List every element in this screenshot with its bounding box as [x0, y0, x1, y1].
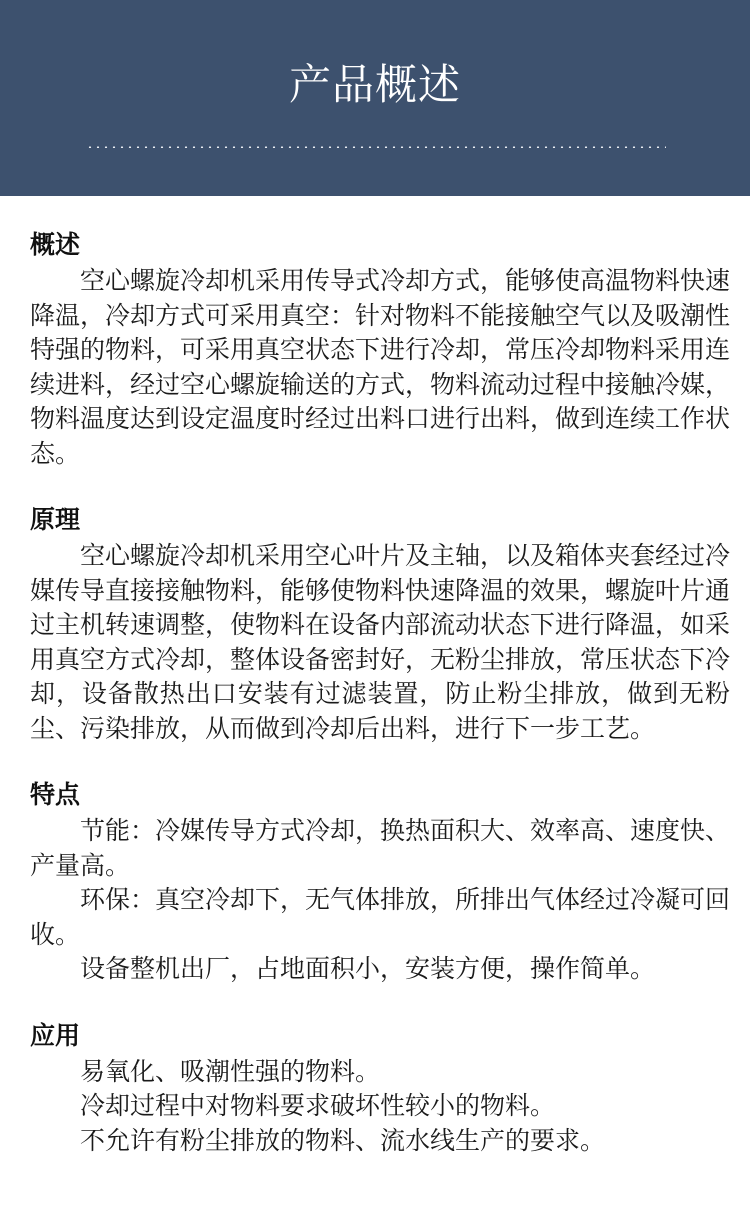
- section-overview: [30, 228, 730, 471]
- section-heading: 原理: [30, 505, 81, 534]
- application-item: 冷却过程中对物料要求破坏性较小的物料。: [80, 1091, 556, 1120]
- section-paragraph: 空心螺旋冷却机采用传导式冷却方式，能够使高温物料快速降温，冷却方式可采用真空：针对物料不能接触空气以及吸潮性特强的物料，可采用真空状态下进行冷却，常压冷却物料采用连续进料，经过空心螺旋输送的方式，物料流动过程中接触冷媒，物料温度达到设定温度时经过出料口进行出料，做到连续工作状态。: [30, 266, 731, 468]
- feature-item: 环保：真空冷却下，无气体排放，所排出气体经过冷凝可回收。: [30, 885, 731, 949]
- section-features: [30, 778, 730, 987]
- dotted-divider: [86, 146, 666, 148]
- content-area: [30, 228, 730, 1158]
- section-applications: [30, 1019, 730, 1159]
- feature-item: 设备整机出厂，占地面积小，安装方便，操作简单。: [80, 954, 656, 983]
- section-heading: 概述: [30, 230, 81, 259]
- application-item: 不允许有粉尘排放的物料、流水线生产的要求。: [80, 1125, 606, 1155]
- section-paragraph: 空心螺旋冷却机采用空心叶片及主轴，以及箱体夹套经过冷媒传导直接接触物料，能够使物料快速降温的效果，螺旋叶片通过主机转速调整，使物料在设备内部流动状态下进行降温，如采用真空方式冷却，整体设备密封好，无粉尘排放，常压状态下冷却，设备散热出口安装有过滤装置，防止粉尘排放，做到无粉尘、污染排放，从而做到冷却后出料，进行下一步工艺。: [30, 541, 731, 743]
- section-heading: 特点: [30, 780, 81, 809]
- application-item: 易氧化、吸潮性强的物料。: [80, 1056, 381, 1086]
- feature-item: 节能：冷媒传导方式冷却，换热面积大、效率高、速度快、产量高。: [30, 816, 731, 880]
- section-principle: [30, 503, 730, 746]
- header-banner: [0, 0, 750, 196]
- page-title: 产品概述: [288, 60, 461, 109]
- section-heading: 应用: [30, 1020, 81, 1050]
